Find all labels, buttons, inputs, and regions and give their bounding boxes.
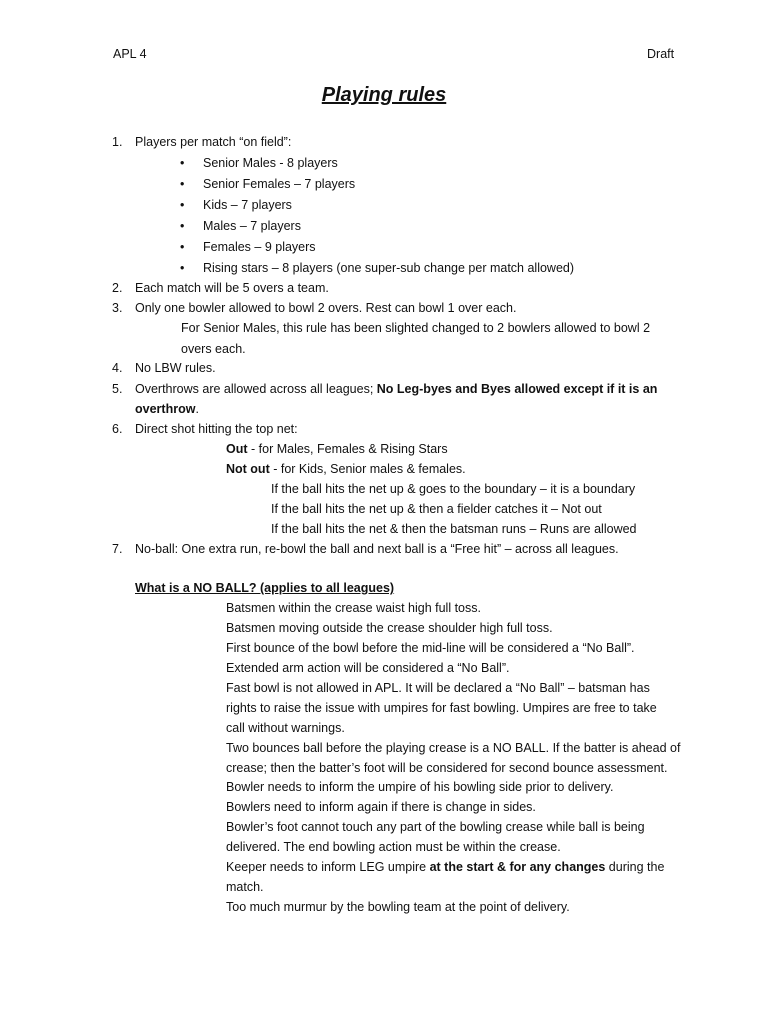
bullet-icon: • xyxy=(180,156,185,170)
list-item: Males – 7 players xyxy=(203,219,301,233)
keeper-part: Keeper needs to inform LEG umpire xyxy=(226,860,430,874)
keeper-bold: at the start & for any changes xyxy=(429,860,606,874)
noball-line: delivered. The end bowling action must be within the crease. xyxy=(226,840,561,854)
noball-line: Batsmen within the crease waist high full toss. xyxy=(226,601,481,615)
keeper-part: during the xyxy=(605,860,665,874)
rule-1-text: Players per match “on field”: xyxy=(135,135,292,149)
list-item: Senior Males - 8 players xyxy=(203,156,338,170)
noball-heading: What is a NO BALL? (applies to all leagues) xyxy=(135,581,395,595)
noball-keeper xyxy=(226,858,664,876)
rule-2-text: Each match will be 5 overs a team. xyxy=(135,281,329,295)
rule-number: 1. xyxy=(112,135,123,149)
rule-3-note: For Senior Males, this rule has been slighted changed to 2 bowlers allowed to bowl 2 xyxy=(181,321,651,335)
rule-5-part: Overthrows are allowed across all leagues; xyxy=(135,382,377,396)
header-right: Draft xyxy=(647,47,675,61)
bullet-icon: • xyxy=(180,177,185,191)
noball-line: rights to raise the issue with umpires for fast bowling. Umpires are free to take xyxy=(226,701,657,715)
noball-keeper-cont: match. xyxy=(226,880,264,894)
noball-line: Bowlers need to inform again if there is change in sides. xyxy=(226,800,536,814)
list-item: Females – 9 players xyxy=(203,240,316,254)
rule-6-out xyxy=(226,440,448,458)
noball-line: Two bounces ball before the playing crease is a NO BALL. If the batter is ahead of xyxy=(226,741,681,755)
list-item: Rising stars – 8 players (one super-sub change per match allowed) xyxy=(203,261,575,275)
not-out-text: - for Kids, Senior males & females. xyxy=(269,462,466,476)
rule-1 xyxy=(0,133,122,151)
noball-line: First bounce of the bowl before the mid-line will be considered a “No Ball”. xyxy=(226,641,635,655)
rule-6-text: Direct shot hitting the top net: xyxy=(135,422,298,436)
header-left: APL 4 xyxy=(113,47,147,61)
not-out-label: Not out xyxy=(226,462,270,476)
rule-6-sub: If the ball hits the net up & goes to the boundary – it is a boundary xyxy=(271,482,636,496)
rule-5-text xyxy=(135,380,657,398)
rule-6-sub: If the ball hits the net up & then a fielder catches it – Not out xyxy=(271,502,602,516)
rule-number: 4. xyxy=(112,361,123,375)
rule-5-bold: No Leg-byes and Byes allowed except if it is an xyxy=(376,382,658,396)
list-item: Senior Females – 7 players xyxy=(203,177,356,191)
rule-number: 7. xyxy=(112,542,123,556)
rule-6-sub: If the ball hits the net & then the batsman runs – Runs are allowed xyxy=(271,522,637,536)
rule-4-text: No LBW rules. xyxy=(135,361,216,375)
rule-number: 5. xyxy=(112,382,123,396)
noball-line: Extended arm action will be considered a “No Ball”. xyxy=(226,661,510,675)
noball-line: Too much murmur by the bowling team at the point of delivery. xyxy=(226,900,570,914)
noball-line: Batsmen moving outside the crease shoulder high full toss. xyxy=(226,621,553,635)
rule-3-note: overs each. xyxy=(181,342,246,356)
rule-6-notout xyxy=(226,460,466,478)
noball-line: call without warnings. xyxy=(226,721,345,735)
out-text: - for Males, Females & Rising Stars xyxy=(247,442,448,456)
rule-number: 3. xyxy=(112,301,123,315)
bullet-icon: • xyxy=(180,240,185,254)
rule-3-text: Only one bowler allowed to bowl 2 overs. Rest can bowl 1 over each. xyxy=(135,301,517,315)
noball-line: crease; then the batter’s foot will be considered for second bounce assessment. xyxy=(226,761,668,775)
noball-line: Fast bowl is not allowed in APL. It will be declared a “No Ball” – batsman has xyxy=(226,681,650,695)
list-item: Kids – 7 players xyxy=(203,198,292,212)
page-title: Playing rules xyxy=(321,84,447,106)
bullet-icon: • xyxy=(180,261,185,275)
rule-number: 2. xyxy=(112,281,123,295)
rule-5-cont xyxy=(135,400,199,418)
rule-number: 6. xyxy=(112,422,123,436)
noball-line: Bowler’s foot cannot touch any part of the bowling crease while ball is being xyxy=(226,820,645,834)
rule-7-text: No-ball: One extra run, re-bowl the ball and next ball is a “Free hit” – across all leagues. xyxy=(135,542,619,556)
rule-5-part: . xyxy=(195,402,199,416)
bullet-icon: • xyxy=(180,198,185,212)
out-label: Out xyxy=(226,442,248,456)
noball-line: Bowler needs to inform the umpire of his bowling side prior to delivery. xyxy=(226,780,614,794)
bullet-icon: • xyxy=(180,219,185,233)
rule-5-bold: overthrow xyxy=(135,402,196,416)
